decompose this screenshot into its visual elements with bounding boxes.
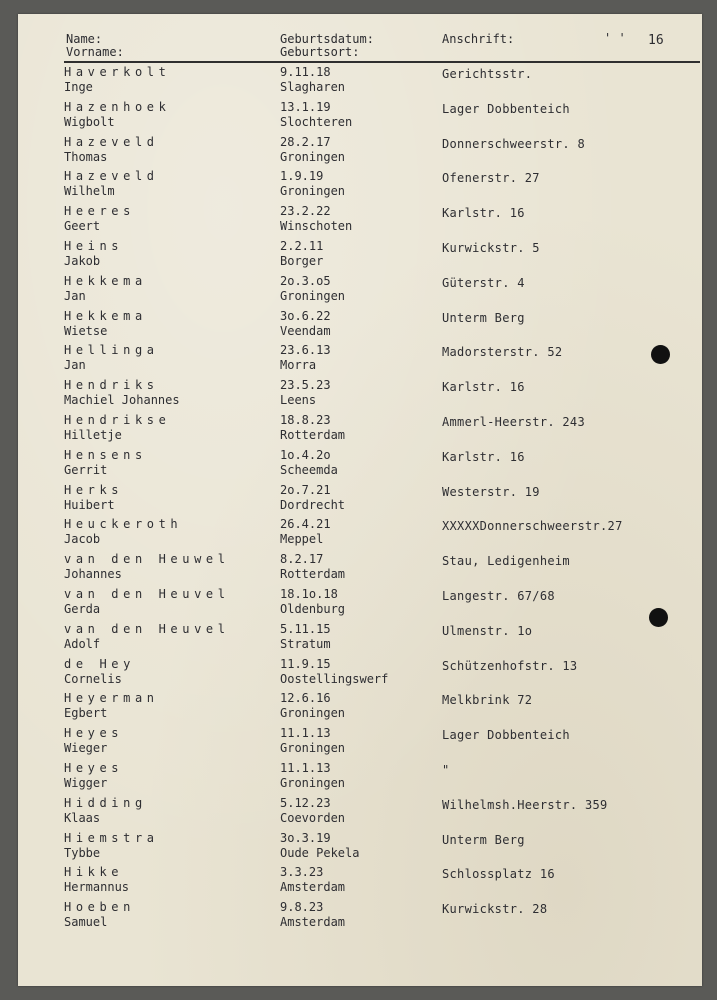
address: Westerstr. 19 <box>442 484 540 499</box>
birthdate: 11.1.13 <box>280 760 331 775</box>
register-entry <box>18 761 702 796</box>
birthdate: 18.1o.18 <box>280 586 338 601</box>
firstname: Klaas <box>64 810 101 825</box>
birth-cell <box>280 65 345 95</box>
birthdate: 11.1.13 <box>280 726 331 741</box>
address: Unterm Berg <box>442 832 525 847</box>
register-entry <box>18 65 702 100</box>
birthplace: Stratum <box>280 636 331 651</box>
header-birth-column <box>280 33 374 59</box>
register-entry <box>18 413 702 448</box>
birthplace: Groningen <box>280 184 346 199</box>
birth-cell <box>280 169 345 199</box>
birthdate: 8.2.17 <box>280 552 324 567</box>
address: Kurwickstr. 5 <box>442 240 540 255</box>
birth-cell <box>280 239 323 269</box>
name-cell <box>64 831 159 861</box>
address: Wilhelmsh.Heerstr. 359 <box>442 797 608 812</box>
birthdate: 2.2.11 <box>280 238 324 253</box>
register-entry <box>18 239 702 274</box>
name-cell <box>64 622 230 652</box>
address: Ulmenstr. 1o <box>442 623 533 638</box>
name-cell <box>64 204 135 234</box>
birthplace: Leens <box>280 393 317 408</box>
firstname: Jakob <box>64 253 101 268</box>
register-entry <box>18 900 702 935</box>
birth-cell <box>280 831 359 861</box>
surname: Hikke <box>64 865 124 880</box>
punch-hole-top <box>651 345 670 364</box>
address: Unterm Berg <box>442 310 525 325</box>
surname: Heyes <box>64 726 124 741</box>
header-rule <box>64 61 700 63</box>
firstname: Machiel Johannes <box>64 393 180 408</box>
name-cell <box>64 483 123 513</box>
surname: Hazeveld <box>64 134 159 149</box>
birth-cell <box>280 622 331 652</box>
firstname: Wietse <box>64 323 108 338</box>
register-entry <box>18 100 702 135</box>
address: Ammerl-Heerstr. 243 <box>442 414 585 429</box>
register-entry <box>18 796 702 831</box>
birthdate: 2o.3.o5 <box>280 273 331 288</box>
birthplace: Oldenburg <box>280 601 346 616</box>
birthdate: 23.2.22 <box>280 204 331 219</box>
address: Gerichtsstr. <box>442 67 533 81</box>
birth-cell <box>280 761 345 791</box>
surname: van den Heuvel <box>64 586 230 601</box>
surname: Heuckeroth <box>64 517 183 532</box>
name-cell <box>64 274 147 304</box>
register-entry <box>18 135 702 170</box>
address: Karlstr. 16 <box>442 449 525 464</box>
address: Lager Dobbenteich <box>442 728 570 743</box>
name-cell <box>64 796 147 826</box>
birth-cell <box>280 483 345 513</box>
name-cell <box>64 691 159 721</box>
surname: van den Heuwel <box>64 552 230 567</box>
firstname: Huibert <box>64 497 115 512</box>
name-cell <box>64 657 135 687</box>
name-cell <box>64 378 180 408</box>
register-entry <box>18 378 702 413</box>
birthdate: 18.8.23 <box>280 412 331 427</box>
birth-cell <box>280 413 345 443</box>
surname: Hendriks <box>64 378 159 393</box>
firstname: Gerrit <box>64 462 108 477</box>
address: Lager Dobbenteich <box>442 101 570 116</box>
birth-cell <box>280 378 331 408</box>
name-cell <box>64 65 170 95</box>
birthplace: Scheemda <box>280 462 338 477</box>
birthdate: 12.6.16 <box>280 691 331 706</box>
birth-cell <box>280 796 345 826</box>
name-cell <box>64 343 159 373</box>
name-cell <box>64 135 159 165</box>
birth-cell <box>280 309 331 339</box>
birthplace: Groningen <box>280 741 346 756</box>
birthdate: 23.6.13 <box>280 343 331 358</box>
birthdate: 1.9.19 <box>280 169 324 184</box>
surname: Heyes <box>64 760 124 775</box>
firstname: Wilhelm <box>64 184 115 199</box>
register-entry <box>18 204 702 239</box>
register-entry <box>18 169 702 204</box>
header-birthplace-label: Geburtsort: <box>280 45 360 59</box>
birthdate: 9.11.18 <box>280 65 331 79</box>
register-entry <box>18 343 702 378</box>
surname: Hazenhoek <box>64 99 171 114</box>
register-entry <box>18 274 702 309</box>
birthplace: Groningen <box>280 149 346 164</box>
firstname: Wigger <box>64 775 108 790</box>
address: Stau, Ledigenheim <box>442 554 570 569</box>
register-entry <box>18 483 702 518</box>
address: Karlstr. 16 <box>442 206 525 221</box>
register-entry <box>18 726 702 761</box>
firstname: Geert <box>64 219 101 234</box>
name-cell <box>64 100 170 130</box>
birth-cell <box>280 865 345 895</box>
birthdate: 13.1.19 <box>280 99 331 114</box>
birthplace: Oude Pekela <box>280 845 360 860</box>
birthdate: 3o.6.22 <box>280 308 331 323</box>
address: Kurwickstr. 28 <box>442 902 548 917</box>
surname: Hiemstra <box>64 830 159 845</box>
birthplace: Oostellingswerf <box>280 671 389 686</box>
birthdate: 9.8.23 <box>280 900 324 915</box>
birthplace: Groningen <box>280 775 346 790</box>
name-cell <box>64 587 230 617</box>
register-entry <box>18 831 702 866</box>
surname: Hensens <box>64 447 147 462</box>
header-address-label: Anschrift: <box>442 32 515 46</box>
punch-hole-bottom <box>649 608 668 627</box>
birthplace: Amsterdam <box>280 915 346 930</box>
register-list <box>18 65 702 935</box>
surname: Hellinga <box>64 343 159 358</box>
address: Schlossplatz 16 <box>442 867 555 882</box>
birth-cell <box>280 100 352 130</box>
surname: Hazeveld <box>64 169 159 184</box>
birthplace: Groningen <box>280 706 346 721</box>
firstname: Hermannus <box>64 880 130 895</box>
name-cell <box>64 552 230 582</box>
address: Donnerschweerstr. 8 <box>442 136 585 151</box>
birthdate: 28.2.17 <box>280 134 331 149</box>
register-entry <box>18 587 702 622</box>
surname: Hekkema <box>64 308 147 323</box>
name-cell <box>64 517 182 547</box>
header-birthdate-label: Geburtsdatum: <box>280 32 374 46</box>
name-cell <box>64 309 147 339</box>
surname: Haverkolt <box>64 65 171 79</box>
birthplace: Coevorden <box>280 810 346 825</box>
birthplace: Borger <box>280 253 324 268</box>
birthplace: Rotterdam <box>280 567 346 582</box>
birthdate: 11.9.15 <box>280 656 331 671</box>
register-entry <box>18 448 702 483</box>
firstname: Jan <box>64 358 86 373</box>
firstname: Egbert <box>64 706 108 721</box>
address: Madorsterstr. 52 <box>442 345 563 360</box>
address: Schützenhofstr. 13 <box>442 658 578 673</box>
birth-cell <box>280 691 345 721</box>
birth-cell <box>280 135 345 165</box>
address: " <box>442 762 450 777</box>
surname: Hendrikse <box>64 412 171 427</box>
register-entry <box>18 657 702 692</box>
address: Ofenerstr. 27 <box>442 171 540 186</box>
firstname: Inge <box>64 80 93 94</box>
firstname: Cornelis <box>64 671 122 686</box>
name-cell <box>64 726 123 756</box>
birth-cell <box>280 274 345 304</box>
firstname: Jan <box>64 288 86 303</box>
register-entry <box>18 691 702 726</box>
firstname: Wigbolt <box>64 114 115 129</box>
address: Melkbrink 72 <box>442 693 533 708</box>
address: Karlstr. 16 <box>442 380 525 395</box>
birth-cell <box>280 343 331 373</box>
firstname: Jacob <box>64 532 101 547</box>
birth-cell <box>280 517 331 547</box>
document-page <box>18 14 702 986</box>
address: Güterstr. 4 <box>442 275 525 290</box>
name-cell <box>64 448 147 478</box>
name-cell <box>64 413 170 443</box>
register-entry <box>18 865 702 900</box>
name-cell <box>64 761 123 791</box>
register-entry <box>18 622 702 657</box>
surname: Herks <box>64 482 124 497</box>
name-cell <box>64 900 135 930</box>
header-ticks: ' ' <box>604 31 626 45</box>
birthplace: Meppel <box>280 532 324 547</box>
header-name-label: Name: <box>66 32 103 46</box>
birth-cell <box>280 204 352 234</box>
address: XXXXXDonnerschweerstr.27 <box>442 519 623 534</box>
header-firstname-label: Vorname: <box>66 45 124 59</box>
birth-cell <box>280 900 345 930</box>
surname: Heyerman <box>64 691 159 706</box>
name-cell <box>64 865 129 895</box>
birthplace: Slagharen <box>280 80 346 94</box>
firstname: Tybbe <box>64 845 101 860</box>
firstname: Gerda <box>64 601 101 616</box>
birth-cell <box>280 552 345 582</box>
birthdate: 5.12.23 <box>280 795 331 810</box>
birthdate: 3o.3.19 <box>280 830 331 845</box>
surname: van den Heuvel <box>64 621 230 636</box>
birthplace: Dordrecht <box>280 497 346 512</box>
birthdate: 23.5.23 <box>280 378 331 393</box>
birth-cell <box>280 657 388 687</box>
firstname: Johannes <box>64 567 122 582</box>
surname: Hekkema <box>64 273 147 288</box>
surname: Hoeben <box>64 900 135 915</box>
birthdate: 26.4.21 <box>280 517 331 532</box>
register-entry <box>18 309 702 344</box>
surname: de Hey <box>64 656 135 671</box>
birth-cell <box>280 448 338 478</box>
surname: Hidding <box>64 795 147 810</box>
surname: Heins <box>64 238 124 253</box>
birthplace: Winschoten <box>280 219 353 234</box>
firstname: Thomas <box>64 149 108 164</box>
firstname: Samuel <box>64 915 108 930</box>
name-cell <box>64 169 159 199</box>
firstname: Hilletje <box>64 427 122 442</box>
birthplace: Slochteren <box>280 114 353 129</box>
birth-cell <box>280 587 345 617</box>
register-entry <box>18 517 702 552</box>
birthplace: Veendam <box>280 323 331 338</box>
birthdate: 3.3.23 <box>280 865 324 880</box>
page-number: 16 <box>648 33 664 48</box>
surname: Heeres <box>64 204 135 219</box>
birthplace: Rotterdam <box>280 427 346 442</box>
firstname: Adolf <box>64 636 101 651</box>
birthdate: 5.11.15 <box>280 621 331 636</box>
register-entry <box>18 552 702 587</box>
birthplace: Amsterdam <box>280 880 346 895</box>
birthplace: Morra <box>280 358 317 373</box>
address: Langestr. 67/68 <box>442 588 555 603</box>
header-name-column <box>66 33 124 59</box>
birthdate: 2o.7.21 <box>280 482 331 497</box>
birthplace: Groningen <box>280 288 346 303</box>
birthdate: 1o.4.2o <box>280 447 331 462</box>
firstname: Wieger <box>64 741 108 756</box>
name-cell <box>64 239 123 269</box>
birth-cell <box>280 726 345 756</box>
